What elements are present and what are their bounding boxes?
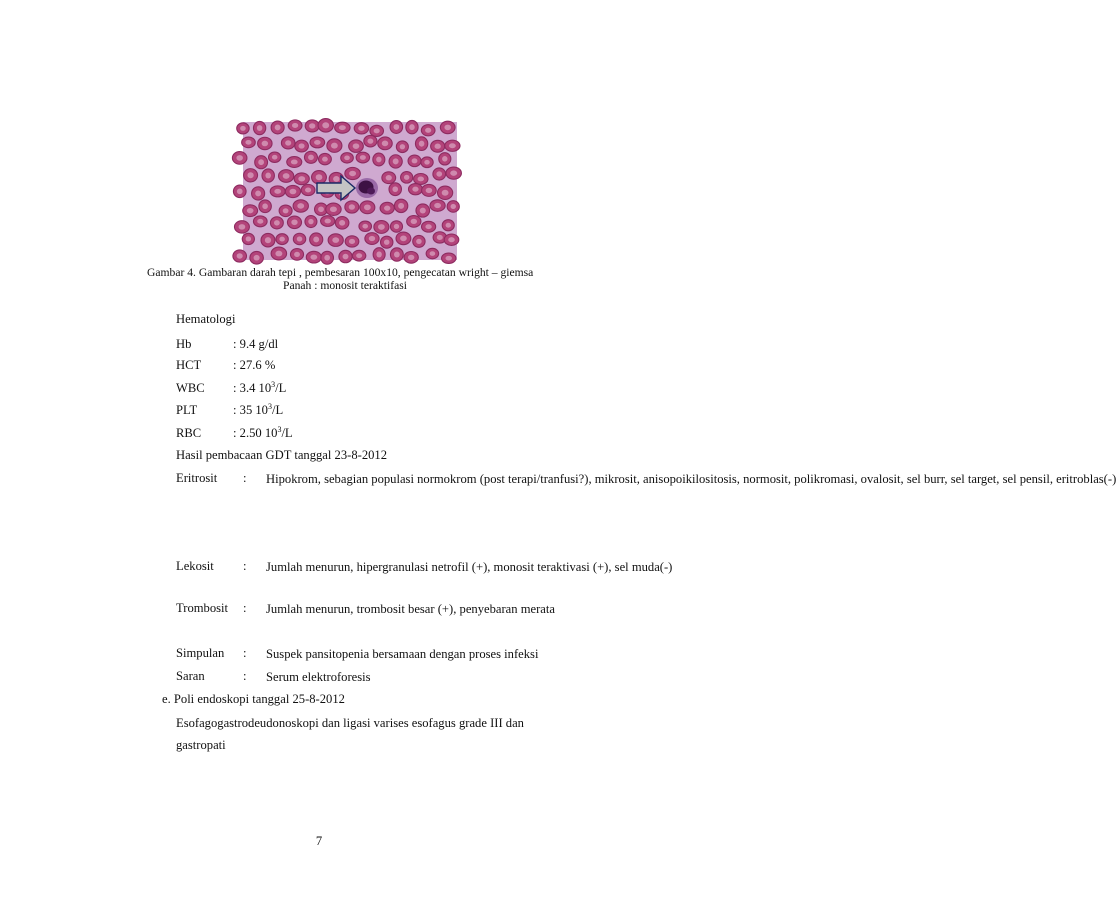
value-prefix: : 3.4 10 <box>233 381 272 395</box>
gdt-text: Serum elektroforesis <box>266 670 371 684</box>
row-label: WBC <box>176 381 205 395</box>
page-number: 7 <box>315 834 323 848</box>
row-label: PLT <box>176 403 198 417</box>
endoscopy-heading: e. Poli endoskopi tanggal 25-8-2012 <box>162 692 345 706</box>
gdt-colon: : <box>243 601 247 615</box>
endoscopy-line2: gastropati <box>176 738 226 752</box>
value-suffix: /L <box>275 381 287 395</box>
gdt-colon: : <box>243 559 247 573</box>
value-exponent: 3 <box>267 402 272 411</box>
gdt-label: Eritrosit <box>176 471 218 485</box>
value-suffix: /L <box>271 403 284 417</box>
gdt-colon: : <box>243 646 247 660</box>
gdt-row-eritrosit <box>0 468 1116 564</box>
figure-caption-line2: Panah : monosit teraktifasi <box>283 279 407 292</box>
gdt-label: Saran <box>176 669 205 683</box>
gdt-row-trombosit <box>0 598 638 644</box>
row-value: : 27.6 % <box>233 358 276 372</box>
value-prefix: : 35 10 <box>233 403 268 417</box>
endoscopy-line1: Esofagogastrodeudonoskopi dan ligasi varises esofagus grade III dan <box>176 716 524 730</box>
gdt-label: Lekosit <box>176 559 214 573</box>
hematology-row-plt <box>0 403 638 419</box>
row-label: Hb <box>176 337 192 351</box>
value-exponent: 3 <box>271 380 276 389</box>
gdt-colon: : <box>243 669 247 683</box>
gdt-row-lekosit <box>0 556 673 602</box>
gdt-row-simpulan <box>0 643 638 661</box>
gdt-text: Jumlah menurun, hipergranulasi netrofil (+), monosit teraktivasi (+), sel muda(-) <box>266 560 673 574</box>
hematology-row-hct <box>0 358 638 374</box>
row-value: : 9.4 g/dl <box>233 337 279 351</box>
row-value <box>233 426 293 441</box>
value-prefix: : 2.50 10 <box>233 426 278 440</box>
value-exponent: 3 <box>277 425 282 434</box>
row-label: HCT <box>176 358 202 372</box>
gdt-text: Suspek pansitopenia bersamaan dengan proses infeksi <box>266 647 539 661</box>
row-label: RBC <box>176 426 202 440</box>
row-value <box>233 381 286 396</box>
gdt-row-saran <box>0 666 638 684</box>
gdt-colon: : <box>243 471 247 485</box>
blood-smear-micrograph-with-arrow-icon <box>243 122 457 260</box>
gdt-text: Hipokrom, sebagian populasi normokrom (post terapi/tranfusi?), mikrosit, anisopoikilositosis, normosit, polikromasi, ovalosit, sel burr, sel target, sel pensil, eritroblas(-) <box>266 472 1116 486</box>
gdt-label: Simpulan <box>176 646 225 660</box>
blood-smear-micrograph <box>243 122 457 260</box>
gdt-label: Trombosit <box>176 601 229 615</box>
hematology-heading: Hematologi <box>176 312 236 326</box>
figure-caption-line1: Gambar 4. Gambaran darah tepi , pembesaran 100x10, pengecatan wright – giemsa <box>147 266 534 279</box>
gdt-heading: Hasil pembacaan GDT tanggal 23-8-2012 <box>176 448 388 462</box>
row-value <box>233 403 283 418</box>
value-suffix: /L <box>281 426 293 440</box>
hematology-row-wbc <box>0 381 638 397</box>
gdt-text: Jumlah menurun, trombosit besar (+), penyebaran merata <box>266 602 555 616</box>
hematology-row-rbc <box>0 426 638 442</box>
hematology-row-hb <box>0 337 638 353</box>
